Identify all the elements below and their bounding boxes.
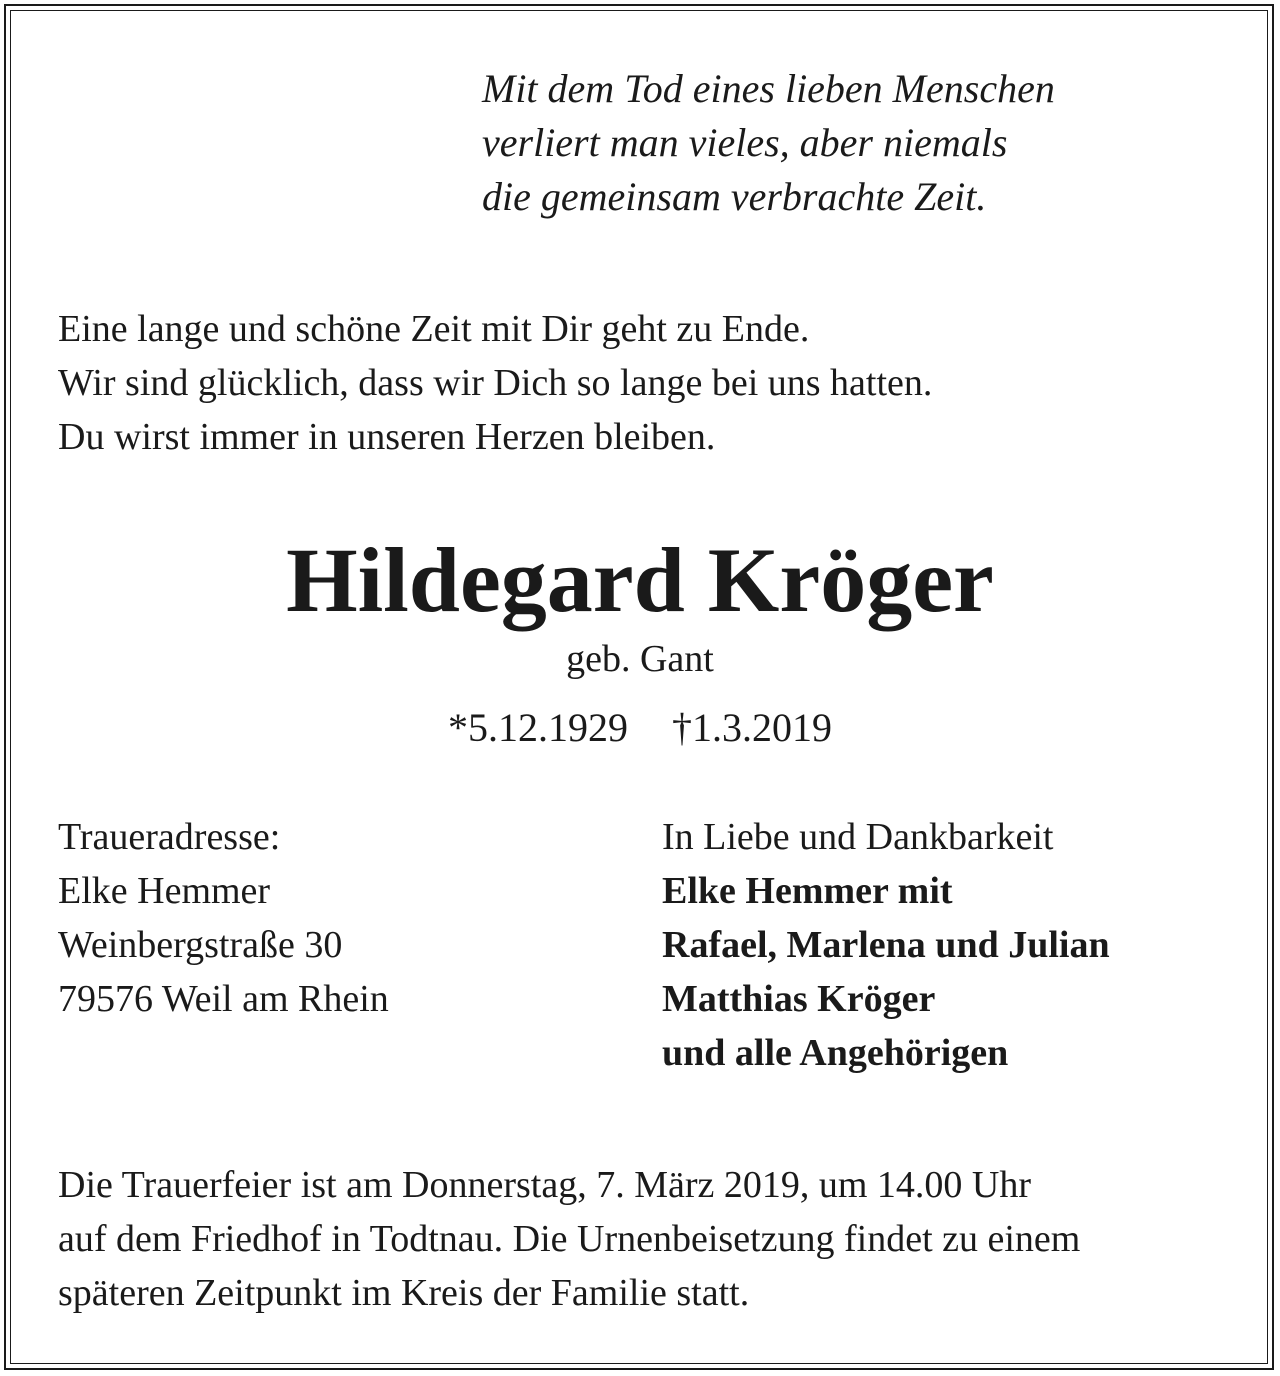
service-line: Die Trauerfeier ist am Donnerstag, 7. März 2019, um 14.00 Uhr [58, 1164, 1032, 1206]
deceased-name: Hildegard Kröger [286, 529, 994, 631]
intro-line: Eine lange und schöne Zeit mit Dir geht zu Ende. [58, 308, 810, 350]
address-name: Elke Hemmer [58, 870, 271, 912]
intro-text [58, 302, 932, 464]
motto-line: verliert man vieles, aber niemals [482, 120, 1008, 165]
life-dates [0, 702, 1280, 754]
funeral-service-notice [58, 1158, 1080, 1320]
address-city: 79576 Weil am Rhein [58, 978, 389, 1020]
family-member: Elke Hemmer mit [662, 870, 953, 912]
mourning-address [58, 810, 389, 1026]
motto-line: die gemeinsam verbrachte Zeit. [482, 174, 987, 219]
family-signature [662, 810, 1110, 1080]
family-member: Rafael, Marlena und Julian [662, 924, 1110, 966]
motto-line: Mit dem Tod eines lieben Menschen [482, 66, 1055, 111]
address-street: Weinbergstraße 30 [58, 924, 343, 966]
service-line: auf dem Friedhof in Todtnau. Die Urnenbeisetzung findet zu einem [58, 1218, 1081, 1260]
family-heading: In Liebe und Dankbarkeit [662, 816, 1054, 858]
service-line: späteren Zeitpunkt im Kreis der Familie statt. [58, 1272, 750, 1314]
address-label: Traueradresse: [58, 816, 281, 858]
birth-date: *5.12.1929 [448, 705, 628, 750]
intro-line: Du wirst immer in unseren Herzen bleiben. [58, 416, 716, 458]
intro-line: Wir sind glücklich, dass wir Dich so lange bei uns hatten. [58, 362, 933, 404]
motto-quote [482, 62, 1055, 224]
death-date: †1.3.2019 [672, 705, 832, 750]
family-member: Matthias Kröger [662, 978, 936, 1020]
maiden-name: geb. Gant [566, 638, 714, 680]
family-member: und alle Angehörigen [662, 1032, 1009, 1074]
